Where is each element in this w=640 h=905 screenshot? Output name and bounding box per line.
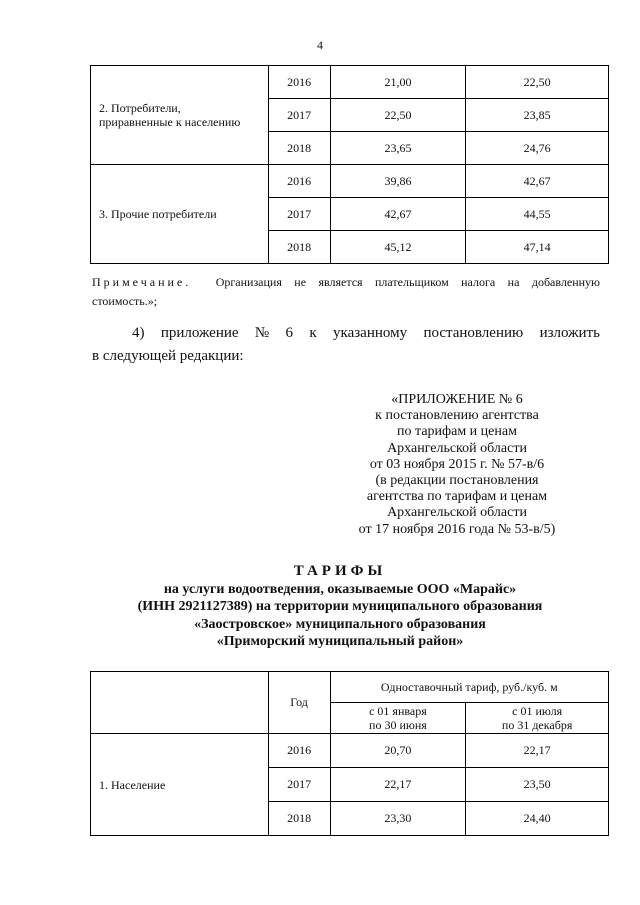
paragraph-word: постановлению: [423, 325, 524, 341]
note: [92, 273, 600, 311]
tariff-h1-cell: 22,17: [330, 768, 466, 802]
tariff-h1-cell: 23,65: [330, 132, 466, 165]
header-period-1: [330, 703, 466, 734]
consumer-label: 1. Население: [99, 777, 166, 792]
appendix-line: по тарифам и ценам: [397, 424, 517, 440]
paragraph-word: указанному: [333, 325, 408, 341]
tariff-h2-cell: 24,40: [466, 802, 609, 836]
header-tariff: Одноставочный тариф, руб./куб. м: [330, 672, 608, 703]
consumer-label: приравненные к населению: [99, 115, 241, 129]
title-line: «Приморский муниципальный район»: [216, 634, 464, 649]
table-row: [91, 734, 609, 768]
appendix-line: агентства по тарифам и ценам: [366, 489, 548, 505]
year-cell: 2018: [268, 231, 330, 264]
paragraph-word: 6: [285, 325, 294, 341]
title-main: ТАРИФЫ: [293, 563, 387, 579]
tariff-h2-cell: 22,17: [466, 734, 609, 768]
title-line: «Заостровское» муниципального образования: [194, 616, 486, 632]
year-cell: 2016: [268, 66, 330, 99]
tariff-h1-cell: 22,50: [330, 99, 466, 132]
year-cell: 2017: [268, 99, 330, 132]
tariff-h2-cell: 24,76: [466, 132, 609, 165]
appendix-line: Архангельской области: [387, 440, 527, 456]
tariff-h2-cell: 23,50: [466, 768, 609, 802]
consumer-label: 2. Потребители,: [99, 101, 181, 115]
tariff-h2-cell: 23,85: [466, 99, 609, 132]
table-row: [91, 66, 609, 99]
appendix-header: [342, 392, 572, 538]
paragraph-word: к: [309, 325, 317, 341]
tariff-h1-cell: 21,00: [330, 66, 466, 99]
year-cell: 2016: [268, 165, 330, 198]
tariff-h2-cell: 22,50: [466, 66, 609, 99]
header-period-text: с 01 июля: [512, 704, 563, 718]
tariff-h1-cell: 39,86: [330, 165, 466, 198]
header-period-2: [466, 703, 609, 734]
page-number: 4: [317, 38, 323, 52]
document-title: [80, 563, 600, 651]
appendix-line: к постановлению агентства: [375, 408, 539, 424]
tariff-h1-cell: 42,67: [330, 198, 466, 231]
consumer-category: [91, 165, 269, 264]
header-period-text: по 31 декабря: [501, 718, 573, 732]
paragraph-word: приложение: [160, 325, 239, 341]
tariff-h1-cell: 20,70: [330, 734, 466, 768]
year-cell: 2018: [268, 132, 330, 165]
paragraph-word: 4): [132, 325, 145, 341]
paragraph-word: изложить: [539, 325, 600, 341]
year-cell: 2018: [268, 802, 330, 836]
header-consumer-cell: [91, 672, 269, 734]
consumer-label: 3. Прочие потребители: [99, 207, 217, 221]
tariff-h1-cell: 45,12: [330, 231, 466, 264]
header-period-text: с 01 января: [369, 704, 427, 718]
tariff-h1-cell: 23,30: [330, 802, 466, 836]
header-period-text: по 30 июня: [369, 718, 427, 732]
paragraph-word: №: [254, 325, 270, 341]
consumer-category: [91, 66, 269, 165]
tariff-table-continued: [90, 65, 609, 264]
tariff-h2-cell: 44,55: [466, 198, 609, 231]
paragraph-line: в следующей редакции:: [92, 348, 244, 364]
header-year: Год: [268, 672, 330, 734]
note-label: Примечание.: [92, 275, 192, 289]
header-row: [91, 672, 609, 703]
tariff-h2-cell: 47,14: [466, 231, 609, 264]
tariff-table: [90, 671, 609, 836]
appendix-line: Архангельской области: [387, 505, 527, 521]
tariff-h2-cell: 42,67: [466, 165, 609, 198]
year-cell: 2016: [268, 734, 330, 768]
appendix-line: от 03 ноября 2015 г. № 57-в/6: [369, 456, 545, 472]
consumer-category: [91, 734, 269, 836]
appendix-line: «ПРИЛОЖЕНИЕ № 6: [391, 392, 523, 407]
appendix-line: от 17 ноября 2016 года № 53-в/5): [358, 521, 556, 537]
note-text: Организация не является плательщиком налога на добавленную стоимость.»;: [92, 275, 601, 308]
year-cell: 2017: [268, 768, 330, 802]
year-cell: 2017: [268, 198, 330, 231]
paragraph-line: [92, 322, 600, 345]
amendment-paragraph: [92, 322, 600, 368]
table-row: [91, 165, 609, 198]
title-line: (ИНН 2921127389) на территории муниципального образования: [137, 599, 543, 614]
appendix-line: (в редакции постановления: [375, 473, 539, 489]
title-line: на услуги водоотведения, оказываемые ООО «Марайс»: [163, 581, 517, 597]
